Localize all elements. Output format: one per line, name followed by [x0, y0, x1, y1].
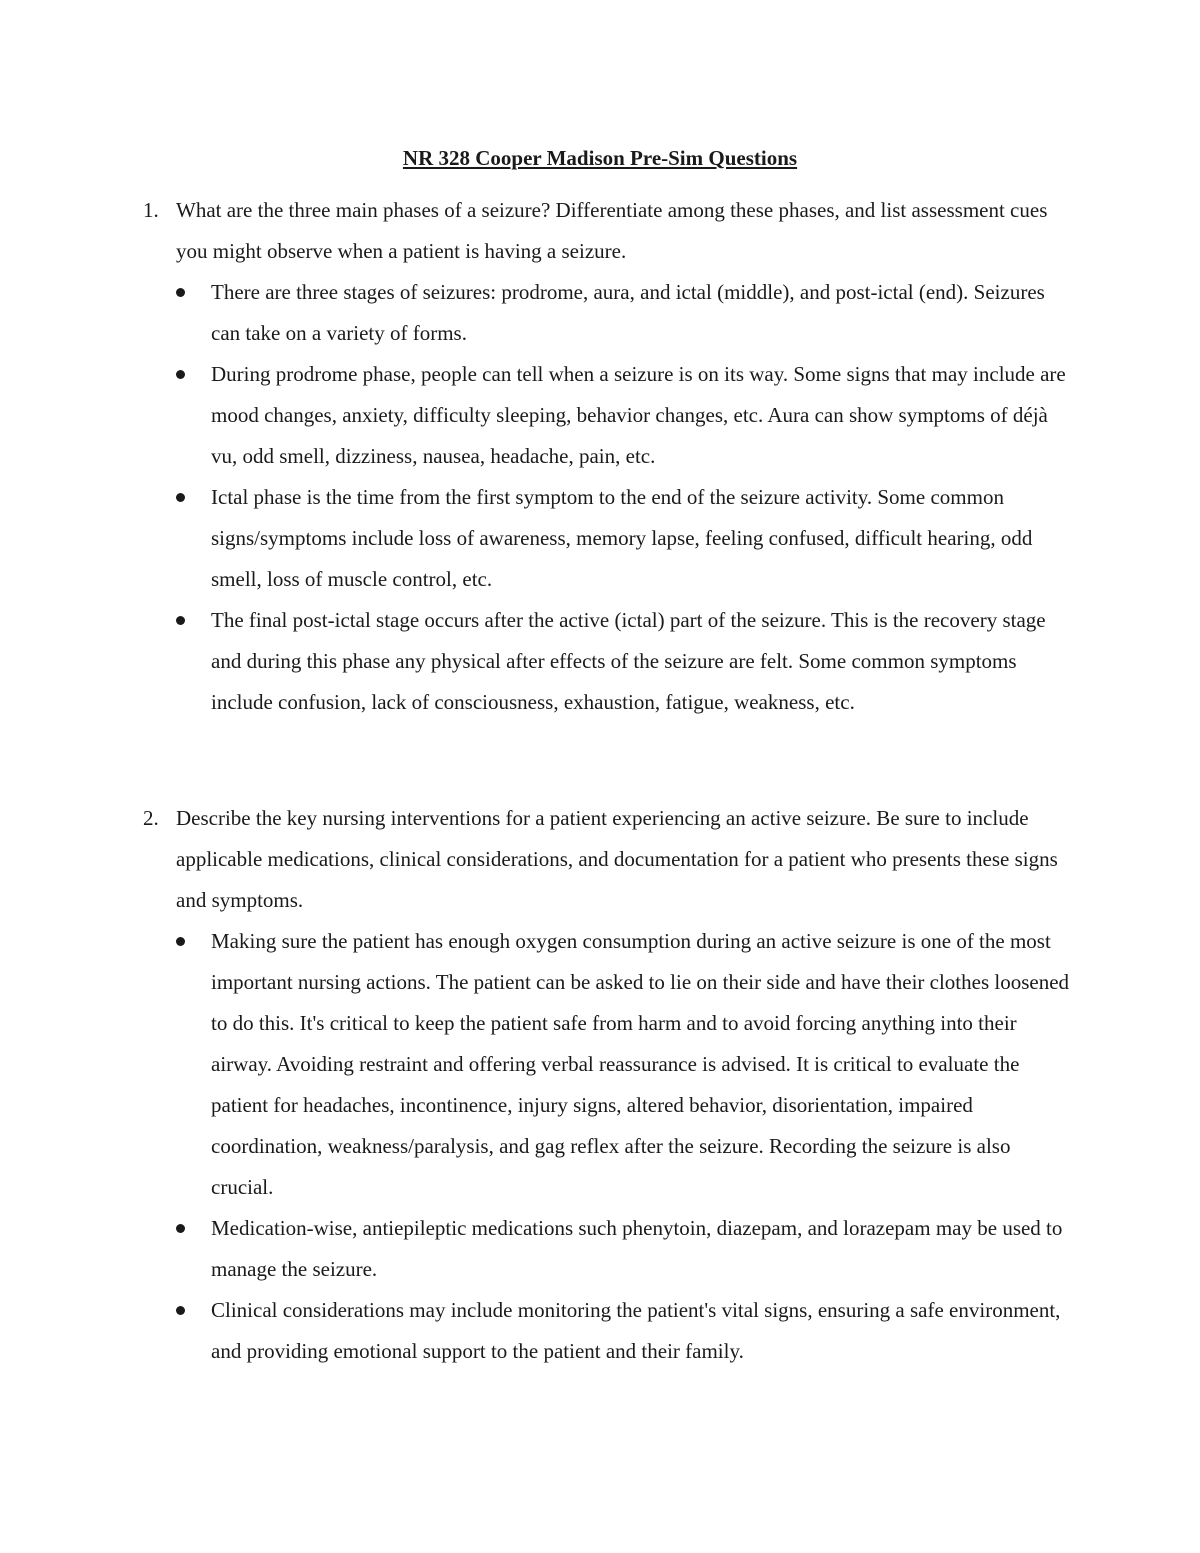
bullet-icon: [176, 493, 185, 502]
answer-list: [143, 272, 1073, 723]
bullet-icon: [176, 370, 185, 379]
list-item-text: The final post-ictal stage occurs after the active (ictal) part of the seizure. This is the recovery stage and during this phase any physical after effects of the seizure are felt. Some common symptoms include confusion, lack of consciousness, exhaustion, fatigue, weakness, etc.: [211, 608, 1046, 714]
bullet-icon: [176, 1224, 185, 1233]
list-item-text: Ictal phase is the time from the first symptom to the end of the seizure activity. Some common signs/symptoms include loss of awareness, memory lapse, feeling confused, difficult hearing, odd smell, loss of muscle control, etc.: [211, 485, 1033, 591]
bullet-icon: [176, 288, 185, 297]
question-text: What are the three main phases of a seizure? Differentiate among these phases, and list assessment cues you might observe when a patient is having a seizure.: [176, 198, 1048, 263]
list-item-text: Making sure the patient has enough oxygen consumption during an active seizure is one of the most important nursing actions. The patient can be asked to lie on their side and have their clothes loosened to do this. It's critical to keep the patient safe from harm and to avoid forcing anything into their airway. Avoiding restraint and offering verbal reassurance is advised. It is critical to evaluate the patient for headaches, incontinence, injury signs, altered behavior, disorientation, impaired coordination, weakness/paralysis, and gag reflex after the seizure. Recording the seizure is also crucial.: [211, 929, 1070, 1199]
page-title: NR 328 Cooper Madison Pre-Sim Questions: [402, 146, 798, 170]
list-item: [143, 1208, 1073, 1290]
question-2: [143, 798, 1073, 1372]
list-item: [143, 272, 1073, 354]
bullet-icon: [176, 937, 185, 946]
question-number: 2.: [143, 806, 159, 830]
list-item-text: Clinical considerations may include monitoring the patient's vital signs, ensuring a safe environment, and providing emotional support to the patient and their family.: [211, 1298, 1061, 1363]
list-item: [143, 477, 1073, 600]
question-number: 1.: [143, 198, 159, 222]
list-item-text: There are three stages of seizures: prodrome, aura, and ictal (middle), and post-ictal (end). Seizures can take on a variety of forms.: [211, 280, 1045, 345]
bullet-icon: [176, 616, 185, 625]
question-1: [143, 190, 1073, 723]
list-item-text: During prodrome phase, people can tell when a seizure is on its way. Some signs that may include are mood changes, anxiety, difficulty sleeping, behavior changes, etc. Aura can show symptoms of déjà vu, odd smell, dizziness, nausea, headache, pain, etc.: [211, 362, 1066, 468]
list-item: [143, 1290, 1073, 1372]
list-item: [143, 600, 1073, 723]
list-item-text: Medication-wise, antiepileptic medications such phenytoin, diazepam, and lorazepam may be used to manage the seizure.: [211, 1216, 1063, 1281]
list-item: [143, 354, 1073, 477]
list-item: [143, 921, 1073, 1208]
question-text: Describe the key nursing interventions for a patient experiencing an active seizure. Be sure to include applicable medications, clinical considerations, and documentation for a patient who presents these signs and symptoms.: [176, 806, 1058, 912]
bullet-icon: [176, 1306, 185, 1315]
answer-list: [143, 921, 1073, 1372]
